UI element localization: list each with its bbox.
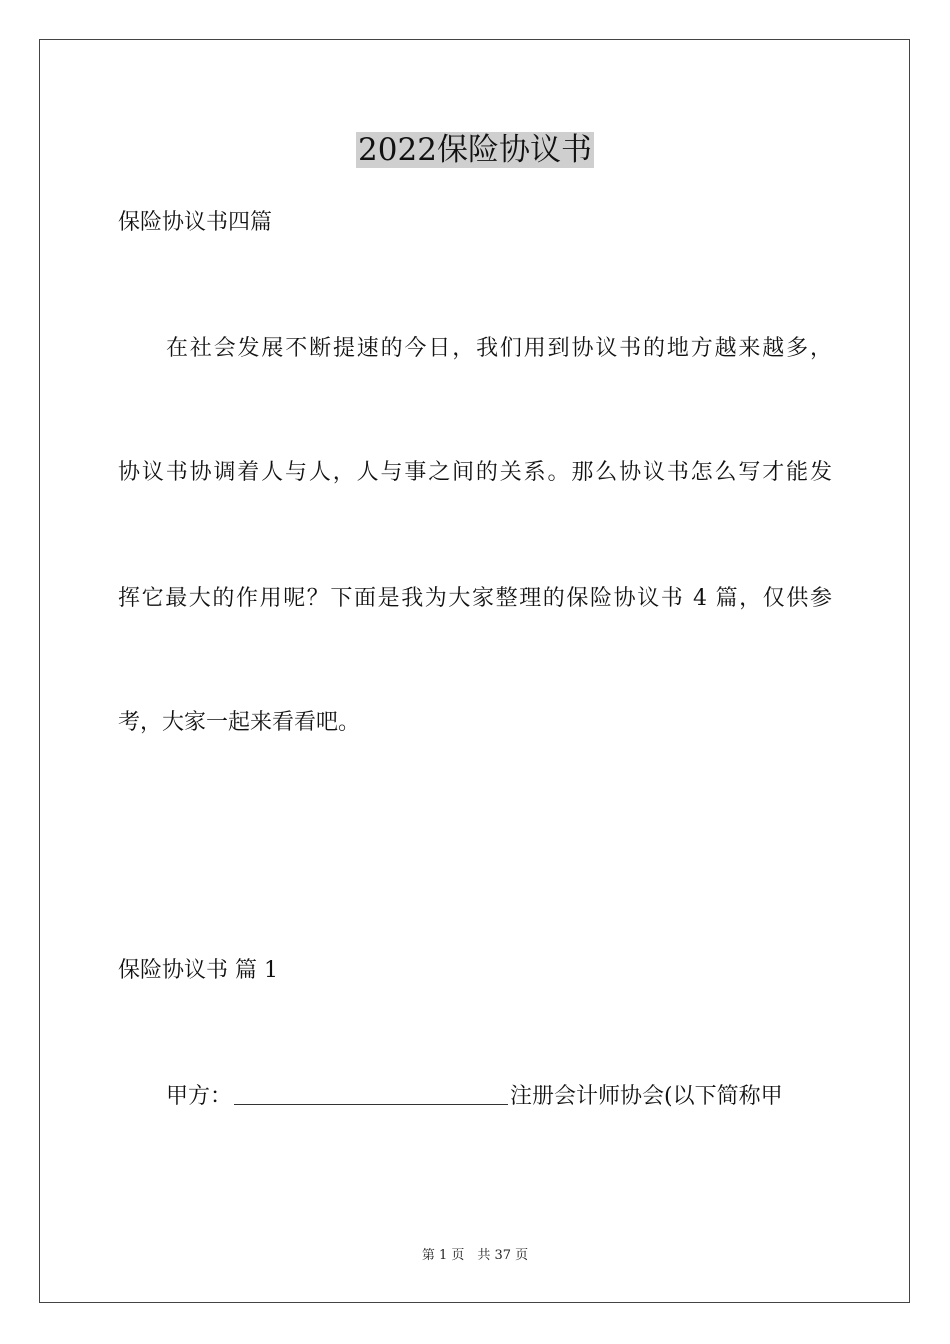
intro-paragraph-line-1: 在社会发展不断提速的今日，我们用到协议书的地方越来越多， <box>166 336 832 361</box>
intro-paragraph-line-2: 协议书协调着人与人，人与事之间的关系。那么协议书怎么写才能发 <box>118 460 832 485</box>
party-a-label: 甲方： <box>166 1084 233 1109</box>
section-heading: 保险协议书 篇 1 <box>118 958 278 983</box>
intro-paragraph-line-4: 考，大家一起来看看吧。 <box>118 710 361 735</box>
party-a-blank <box>234 1082 508 1105</box>
page-footer: 第 1 页 共 37 页 <box>421 1248 529 1263</box>
document-title <box>0 128 950 172</box>
document-subtitle: 保险协议书四篇 <box>118 210 273 235</box>
document-title-text: 2022保险协议书 <box>358 132 592 168</box>
party-a-line <box>166 1082 783 1112</box>
party-a-suffix: 注册会计师协会(以下简称甲 <box>510 1084 783 1109</box>
intro-paragraph-line-3: 挥它最大的作用呢？下面是我为大家整理的保险协议书 4 篇，仅供参 <box>118 586 832 611</box>
